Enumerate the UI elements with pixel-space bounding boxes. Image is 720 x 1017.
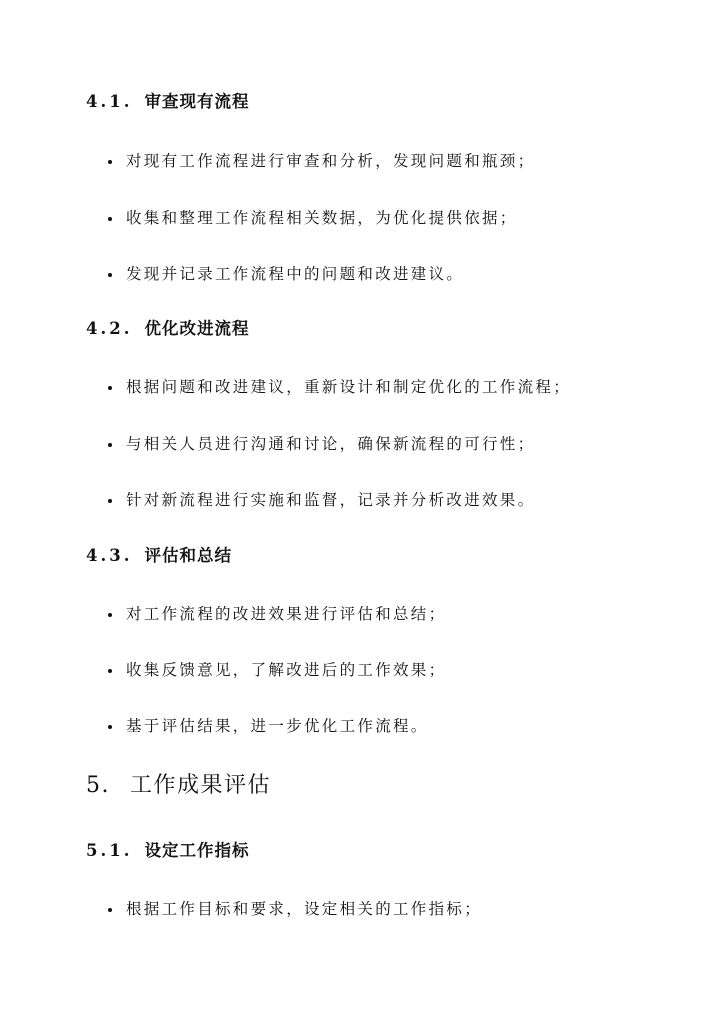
list-item-text: 收集反馈意见，了解改进后的工作效果； — [126, 661, 447, 679]
list-item-text: 与相关人员进行沟通和讨论，确保新流程的可行性； — [126, 435, 536, 453]
list-item-text: 根据工作目标和要求，设定相关的工作指标； — [126, 900, 483, 918]
bullet-icon — [108, 499, 112, 503]
list-item — [108, 262, 464, 284]
bullet-icon — [108, 217, 112, 221]
list-item — [108, 375, 571, 397]
section-title: 审查现有流程 — [144, 92, 250, 111]
list-item — [108, 658, 446, 680]
list-item-text: 对工作流程的改进效果进行评估和总结； — [126, 605, 447, 623]
list-item — [108, 714, 429, 736]
list-item-text: 根据问题和改进建议，重新设计和制定优化的工作流程； — [126, 378, 572, 396]
section-number: 4.3. — [86, 546, 133, 565]
list-item — [108, 602, 446, 624]
bullet-icon — [108, 669, 112, 673]
section-heading-4-2 — [86, 315, 249, 339]
list-item — [108, 897, 482, 919]
section-heading-4-3 — [86, 542, 232, 566]
bullet-icon — [108, 725, 112, 729]
section-title: 优化改进流程 — [144, 319, 250, 338]
list-item-text: 针对新流程进行实施和监督，记录并分析改进效果。 — [126, 491, 536, 509]
list-item — [108, 206, 518, 228]
bullet-icon — [108, 160, 112, 164]
bullet-icon — [108, 613, 112, 617]
section-title: 评估和总结 — [144, 546, 232, 565]
bullet-icon — [108, 443, 112, 447]
section-number: 5.1. — [86, 841, 133, 860]
list-item-text: 收集和整理工作流程相关数据，为优化提供依据； — [126, 209, 518, 227]
list-item — [108, 149, 535, 171]
section-number: 4.1. — [86, 92, 133, 111]
list-item-text: 发现并记录工作流程中的问题和改进建议。 — [126, 265, 465, 283]
section-number: 4.2. — [86, 319, 133, 338]
list-item-text: 基于评估结果，进一步优化工作流程。 — [126, 717, 429, 735]
section-heading-5-1 — [86, 837, 249, 861]
section-heading-4-1 — [86, 88, 249, 112]
bullet-icon — [108, 908, 112, 912]
section-title: 设定工作指标 — [144, 841, 250, 860]
chapter-heading-5 — [86, 768, 271, 799]
chapter-number: 5. — [86, 773, 110, 798]
bullet-icon — [108, 386, 112, 390]
list-item — [108, 432, 535, 454]
list-item-text: 对现有工作流程进行审查和分析，发现问题和瓶颈； — [126, 152, 536, 170]
bullet-icon — [108, 273, 112, 277]
list-item — [108, 488, 535, 510]
chapter-title: 工作成果评估 — [130, 773, 272, 798]
